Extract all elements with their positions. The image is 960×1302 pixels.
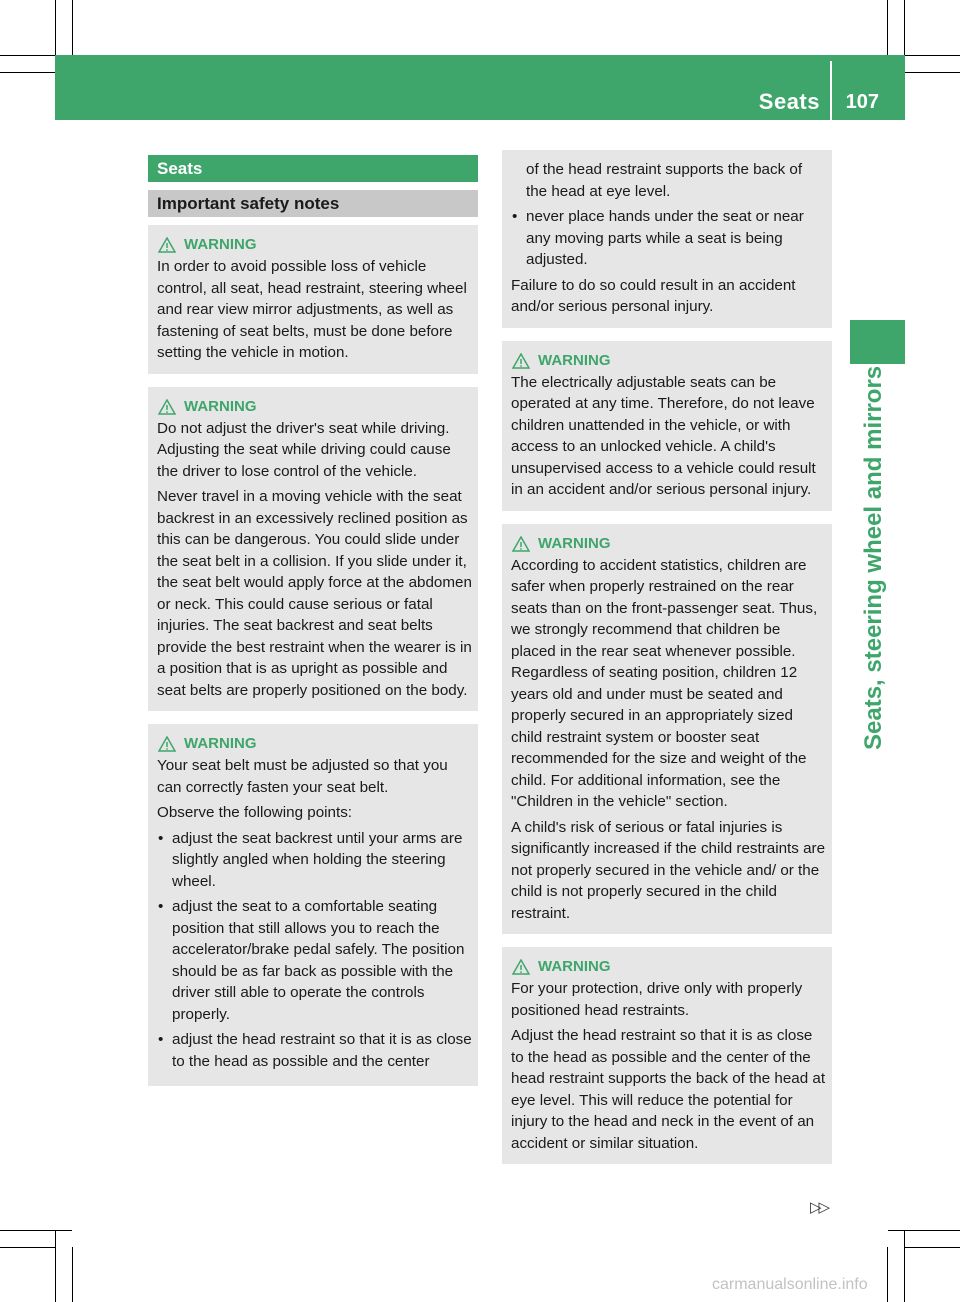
warning-text: Never travel in a moving vehicle with the seat backrest in an excessively reclined position as this can be dangerous. You could slide under the seat belt in a collision. If you slide under it, the seat belt would apply force at the abdomen or neck. This could cause serious or fatal injuries. The seat backrest and seat belts provide the best restraint when the wearer is in a position that is as upright as possible and seat belts are properly positioned on the body. (157, 488, 472, 699)
right-column (502, 150, 832, 1164)
warning-triangle-icon (158, 237, 176, 253)
warning-label: WARNING (538, 351, 611, 369)
crop-mark (0, 55, 55, 56)
list-item (157, 1029, 472, 1072)
warning-text: The electrically adjustable seats can be operated at any time. Therefore, do not leave children unattended in the vehicle, or with access to an unlocked vehicle. A child's unsupervised access to a vehicle could result in an accident and/or serious personal injury. (511, 373, 816, 498)
warning-heading (511, 956, 826, 978)
warning-heading (157, 396, 472, 418)
warning-heading (511, 350, 826, 372)
warning-box (502, 524, 832, 935)
warning-box-continued (502, 150, 832, 328)
list-item (157, 896, 472, 1025)
warning-text: Your seat belt must be adjusted so that you can correctly fasten your seat belt. (157, 757, 448, 796)
crop-mark (887, 0, 888, 55)
crop-mark (887, 1247, 888, 1302)
warning-text: In order to avoid possible loss of vehicle control, all seat, head restraint, steering wheel and rear view mirror adjustments, as well as fastening of seat belts, must be done before setting the vehicle in motion. (157, 258, 467, 361)
warning-box (148, 724, 478, 1086)
bullet: • (512, 208, 518, 225)
warning-label: WARNING (538, 534, 611, 552)
warning-heading (157, 733, 472, 755)
warning-text: Failure to do so could result in an accident and/or serious personal injury. (511, 276, 796, 315)
warning-box (148, 225, 478, 374)
warning-box (502, 947, 832, 1164)
warning-triangle-icon (512, 353, 530, 369)
warning-text: A child's risk of serious or fatal injuries is significantly increased if the child restraints are not properly secured in the vehicle and/ or the child is not properly secured in the child restraint. (511, 818, 826, 922)
list-item-text: adjust the seat backrest until your arms are slightly angled when holding the steering wheel. (172, 829, 463, 890)
crop-mark (55, 1230, 56, 1302)
page-number: 107 (845, 91, 879, 113)
bullet: • (158, 898, 164, 915)
watermark: carmanualsonline.info (712, 1276, 868, 1293)
warning-triangle-icon (158, 736, 176, 752)
warning-text: Observe the following points: (157, 804, 353, 821)
list-item-text: never place hands under the seat or near any moving parts while a seat is being adjusted. (526, 208, 804, 268)
header-bar (55, 55, 905, 120)
warning-box (502, 341, 832, 511)
warning-triangle-icon (512, 536, 530, 552)
list-item-text: adjust the seat to a comfortable seating position that still allows you to reach the accelerator/brake pedal safely. The position should be as far back as possible with the driver still able to operate the controls properly. (172, 898, 465, 1023)
crop-mark (888, 1230, 960, 1231)
warning-triangle-icon (158, 399, 176, 415)
crop-mark (72, 1247, 73, 1302)
warning-label: WARNING (184, 236, 257, 253)
crop-mark (0, 1230, 72, 1231)
warning-text: of the head restraint supports the back of the head at eye level. (526, 161, 803, 200)
left-column (148, 155, 478, 1086)
warning-text: For your protection, drive only with properly positioned head restraints. (511, 980, 803, 1019)
warning-text: Do not adjust the driver's seat while driving. Adjusting the seat while driving could cause the driver to lose control of the vehicle. (157, 419, 451, 480)
warning-heading (157, 234, 472, 256)
section-heading: Seats (148, 155, 478, 182)
warning-text: Adjust the head restraint so that it is as close to the head as possible and the center of the head restraint supports the back of the head at eye level. This will reduce the potential for injury to the head and neck in the event of an accident or similar situation. (511, 1027, 826, 1152)
subsection-heading: Important safety notes (148, 190, 478, 217)
warning-triangle-icon (512, 959, 530, 975)
warning-label: WARNING (184, 397, 257, 415)
list-item (157, 828, 472, 893)
bullet: • (158, 1031, 164, 1048)
warning-box (148, 387, 478, 712)
header-title: Seats (758, 89, 820, 114)
warning-heading (511, 533, 826, 555)
warning-text: According to accident statistics, children are safer when properly restrained on the rear seats than on the front-passenger seat. Thus, we strongly recommend that children be placed in the rear seat whenever possible. Regardless of seating position, children 12 years old and under must be seated and properly secured in an appropriately sized child restraint system or booster seat recommended for the size and weight of the child. For additional information, see the "Children in the vehicle" section. (511, 556, 818, 810)
crop-mark (72, 0, 73, 55)
chapter-title: Seats, steering wheel and mirrors (860, 365, 887, 750)
crop-mark (0, 1247, 55, 1248)
bullet: • (158, 829, 164, 847)
list-item-text: adjust the head restraint so that it is as close to the head as possible and the center (172, 1031, 472, 1070)
crop-mark (904, 1230, 905, 1302)
warning-label: WARNING (184, 735, 257, 752)
crop-mark (905, 55, 960, 56)
continue-arrows-icon: ▷▷ (810, 1199, 828, 1216)
header-divider (830, 61, 832, 120)
list-item (511, 206, 826, 271)
warning-label: WARNING (538, 958, 611, 975)
crop-mark (905, 1247, 960, 1248)
